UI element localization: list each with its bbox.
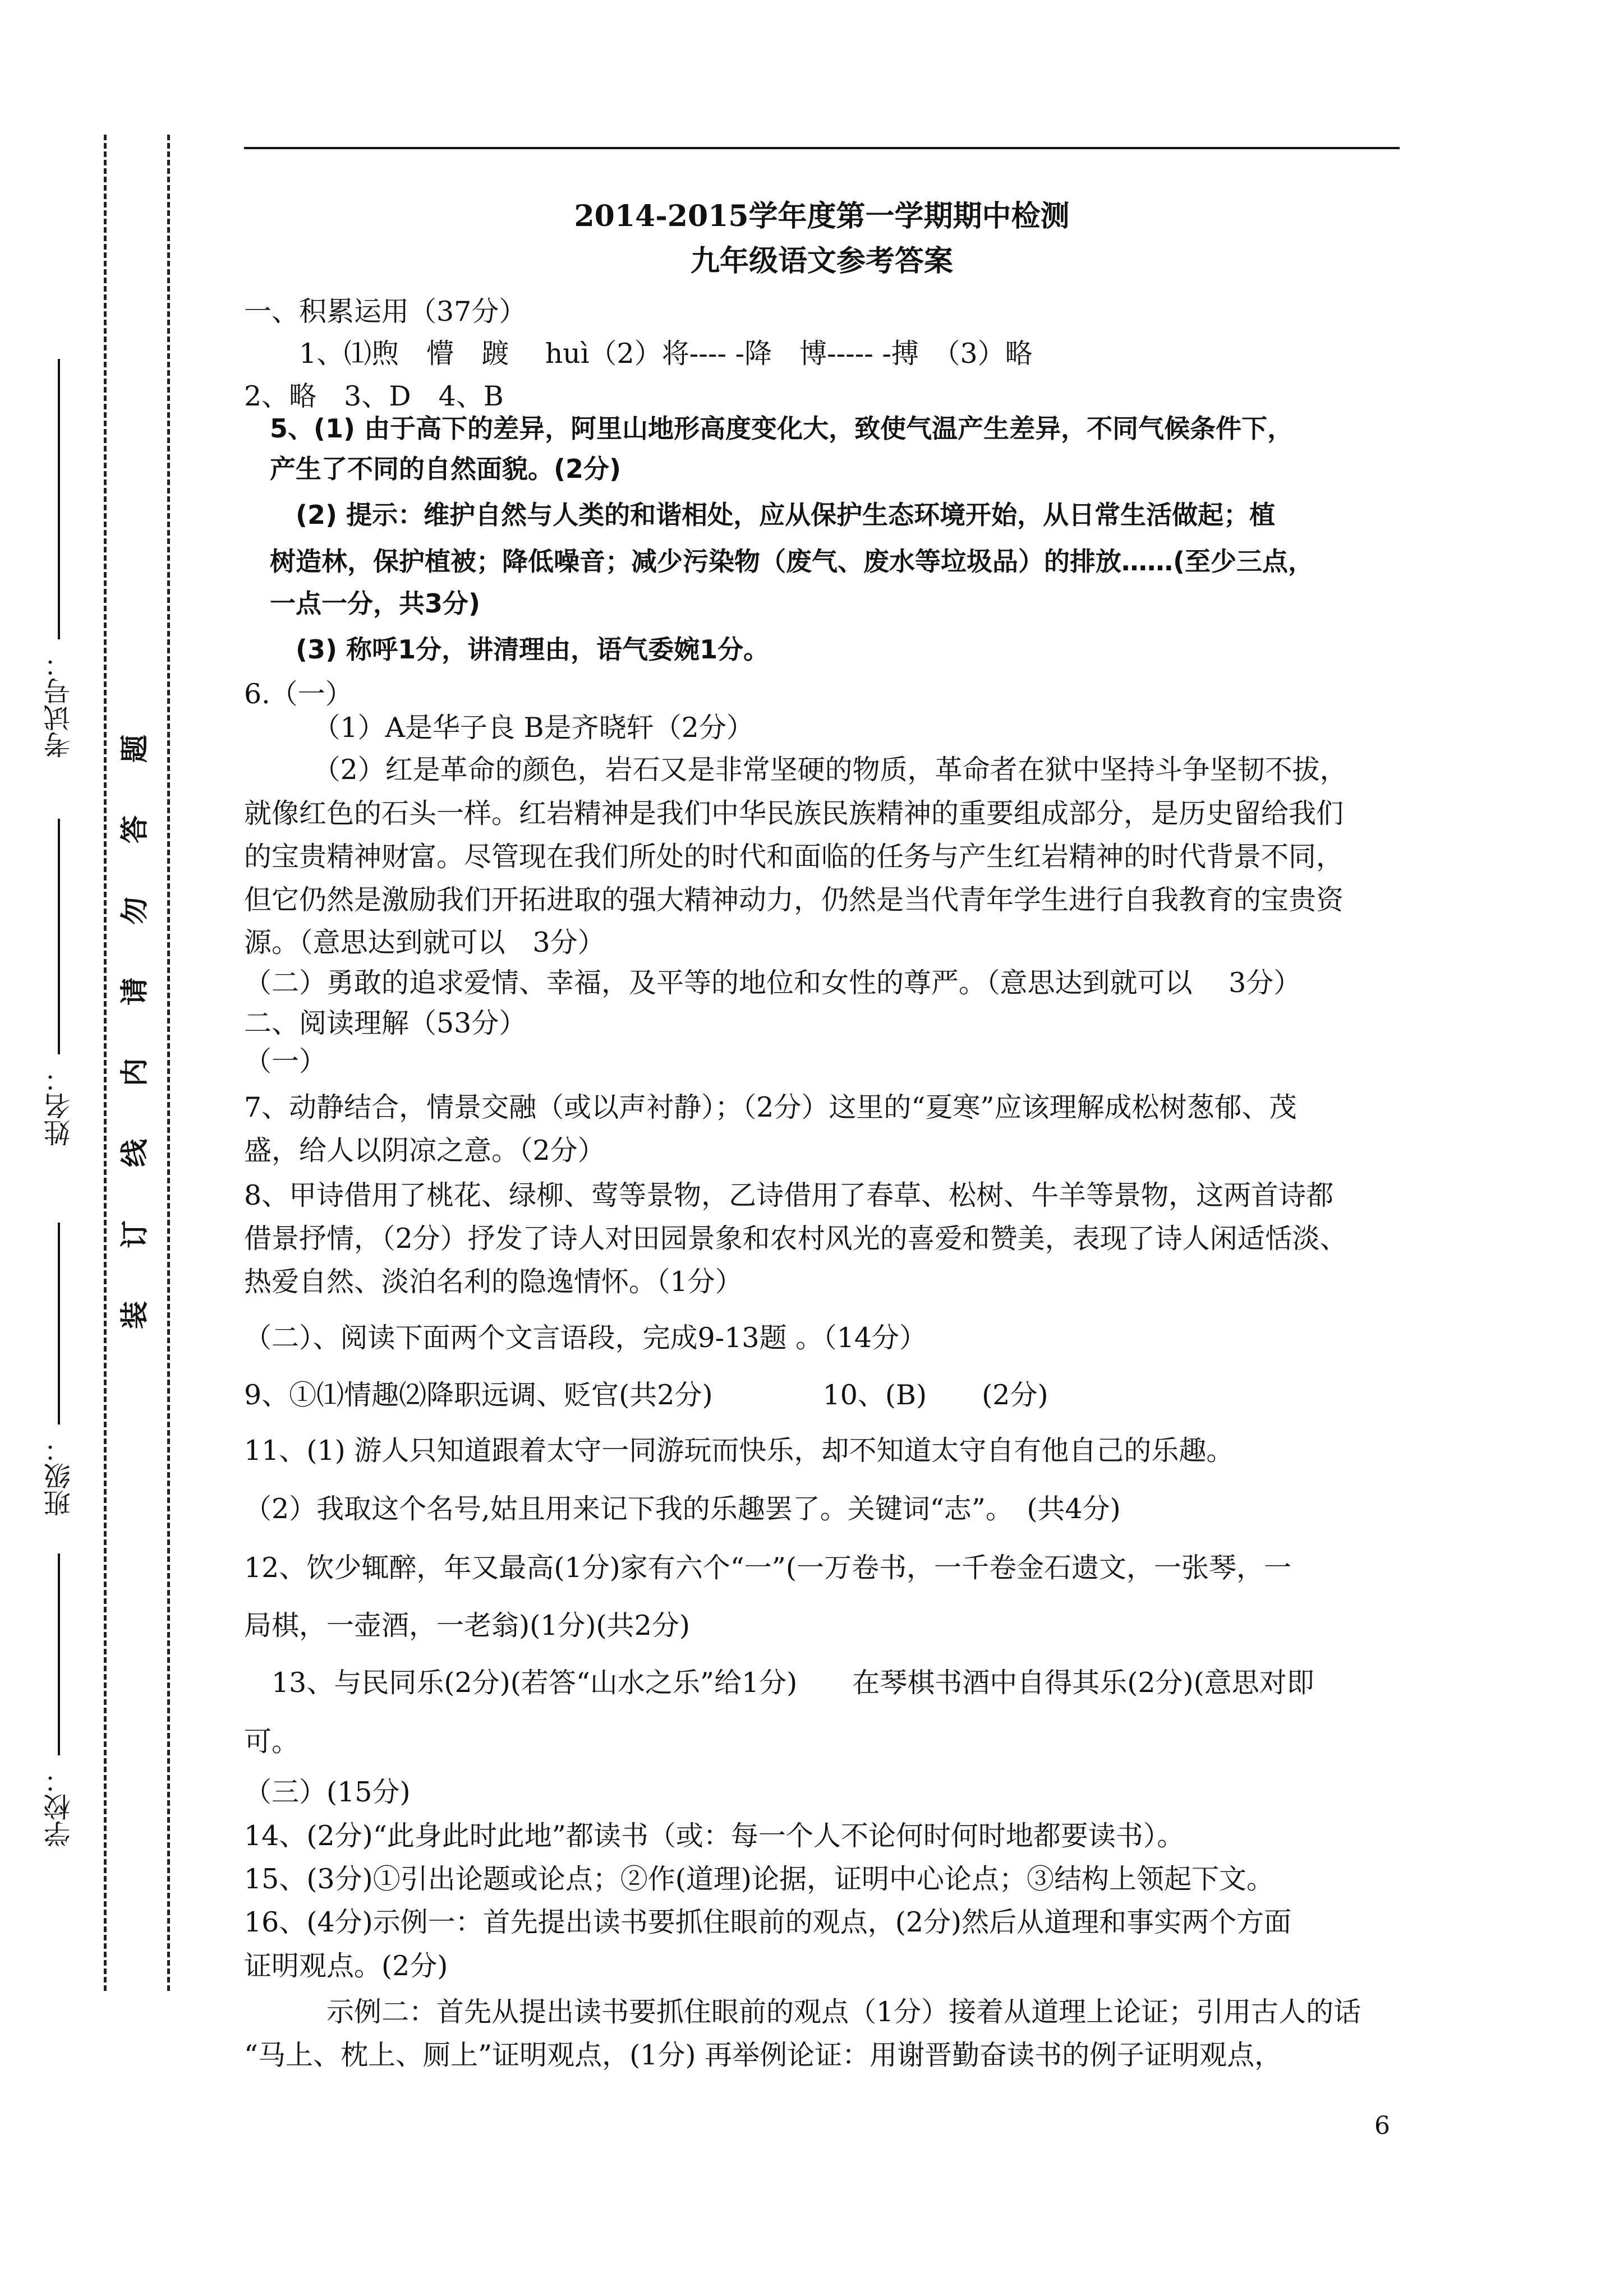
answer-line: （1）A是华子良 B是齐晓轩（2分） (244, 712, 754, 744)
page-number: 6 (1374, 2111, 1390, 2140)
answer-line: 二、阅读理解（53分） (244, 1007, 527, 1039)
answer-line: （二）、阅读下面两个文言语段，完成9-13题 。（14分） (244, 1322, 927, 1354)
answer-line: （三）(15分) (244, 1776, 411, 1808)
answer-line: 12、饮少辄醉，年又最高(1分)家有六个“一”(一万卷书，一千卷金石遗文，一张琴，一 (244, 1552, 1291, 1584)
answer-line: （2）我取这个名号,姑且用来记下我的乐趣罢了。关键词“志”。 (共4分) (244, 1493, 1121, 1525)
answer-line: 6.（一） (244, 678, 353, 710)
school-label: 学校： (43, 1767, 75, 1847)
answer-line: 的宝贵精神财富。尽管现在我们所处的时代和面临的任务与产生红岩精神的时代背景不同， (244, 841, 1344, 873)
school-field[interactable] (34, 1553, 84, 1847)
answer-line: 2、略 3、D 4、B (244, 380, 504, 412)
answer-line: 11、(1) 游人只知道跟着太守一同游玩而快乐，却不知道太守自有他自己的乐趣。 (244, 1435, 1234, 1467)
seal-char: 请 (118, 977, 151, 1006)
seal-char: 答 (118, 815, 151, 844)
answer-line: 一点一分，共3分) (244, 588, 481, 619)
seal-char: 线 (118, 1139, 151, 1168)
seal-char: 题 (118, 735, 151, 763)
class-label: 班级： (43, 1436, 75, 1516)
answer-line: 局棋，一壶酒，一老翁)(1分)(共2分) (244, 1610, 690, 1642)
exam-number-field[interactable] (34, 359, 84, 758)
answer-line: 一、积累运用（37分） (244, 296, 527, 328)
answer-line: 1、⑴煦 懵 踱 huì（2）将---- -降 博----- -搏 （3）略 (244, 338, 1033, 370)
answer-line: 就像红色的石头一样。红岩精神是我们中华民族民族精神的重要组成部分，是历史留给我们 (244, 797, 1344, 829)
class-field[interactable] (34, 1223, 84, 1516)
answer-line: (3) 称呼1分，讲清理由，语气委婉1分。 (244, 634, 770, 665)
name-label: 姓名： (43, 1066, 75, 1146)
document-subtitle: 九年级语文参考答案 (690, 244, 953, 278)
answer-line: 借景抒情，（2分）抒发了诗人对田园景象和农村风光的喜爱和赞美，表现了诗人闲适恬淡、 (244, 1223, 1347, 1255)
seal-line-notice (115, 735, 154, 1329)
answer-line: 可。 (244, 1726, 300, 1758)
answer-line: 盛，给人以阴凉之意。（2分） (244, 1135, 605, 1167)
seal-char: 订 (118, 1220, 151, 1248)
answer-line: 16、(4分)示例一：首先提出读书要抓住眼前的观点，(2分)然后从道理和事实两个方面 (244, 1906, 1292, 1938)
answer-line: 证明观点。(2分) (244, 1950, 448, 1982)
answer-line: 8、甲诗借用了桃花、绿柳、莺等景物，乙诗借用了春草、松树、牛羊等景物，这两首诗都 (244, 1179, 1334, 1211)
answer-line: 7、动静结合，情景交融（或以声衬静）；（2分）这里的“夏寒”应该理解成松树葱郁、茂 (244, 1091, 1297, 1123)
seal-char: 装 (118, 1301, 151, 1329)
answer-line: 14、(2分)“此身此时此地”都读书（或：每一个人不论何时何时地都要读书）。 (244, 1820, 1185, 1852)
exam-number-label: 考试号： (43, 651, 75, 758)
answer-line: 源。（意思达到就可以 3分） (244, 926, 605, 958)
answer-line: （2）红是革命的颜色，岩石又是非常坚硬的物质，革命者在狱中坚持斗争坚韧不拔， (244, 754, 1347, 786)
document-title: 2014-2015学年度第一学期期中检测 (574, 199, 1070, 233)
header-rule (244, 147, 1400, 149)
answer-line: 示例二：首先从提出读书要抓住眼前的观点（1分）接着从道理上论证；引用古人的话 (244, 1996, 1361, 2028)
seal-char: 内 (118, 1058, 151, 1087)
seal-char: 勿 (118, 896, 151, 925)
answer-line: 13、与民同乐(2分)(若答“山水之乐”给1分) 在琴棋书酒中自得其乐(2分)(意思对即 (244, 1667, 1314, 1699)
answer-line: 产生了不同的自然面貌。(2分) (244, 454, 622, 484)
answer-line: “马上、枕上、厕上”证明观点，(1分) 再举例论证：用谢晋勤奋读书的例子证明观点， (244, 2039, 1282, 2071)
answer-line: （一） (244, 1045, 327, 1077)
answer-line: 热爱自然、淡泊名利的隐逸情怀。（1分） (244, 1266, 743, 1298)
binding-dashed-line-inner (167, 135, 170, 1991)
name-field[interactable] (34, 819, 84, 1146)
answer-line: 15、(3分)①引出论题或论点；②作(道理)论据，证明中心论点；③结构上领起下文。 (244, 1863, 1274, 1895)
answer-line: 5、(1) 由于高下的差异，阿里山地形高度变化大，致使气温产生差异，不同气候条件下， (244, 413, 1294, 444)
binding-dashed-line-outer (104, 135, 107, 1991)
answer-line: （二）勇敢的追求爱情、幸福，及平等的地位和女性的尊严。（意思达到就可以 3分） (244, 967, 1301, 999)
answer-line: 9、①⑴情趣⑵降职远调、贬官(共2分) 10、(B) (2分) (244, 1379, 1048, 1411)
answer-line: (2) 提示：维护自然与人类的和谐相处，应从保护生态环境开始，从日常生活做起；植 (244, 500, 1276, 530)
answer-line: 树造林，保护植被；降低噪音；减少污染物（废气、废水等垃圾品）的排放……(至少三点， (244, 546, 1314, 577)
student-info-fields (34, 359, 84, 1873)
answer-line: 但它仍然是激励我们开拓进取的强大精神动力，仍然是当代青年学生进行自我教育的宝贵资 (244, 884, 1344, 916)
